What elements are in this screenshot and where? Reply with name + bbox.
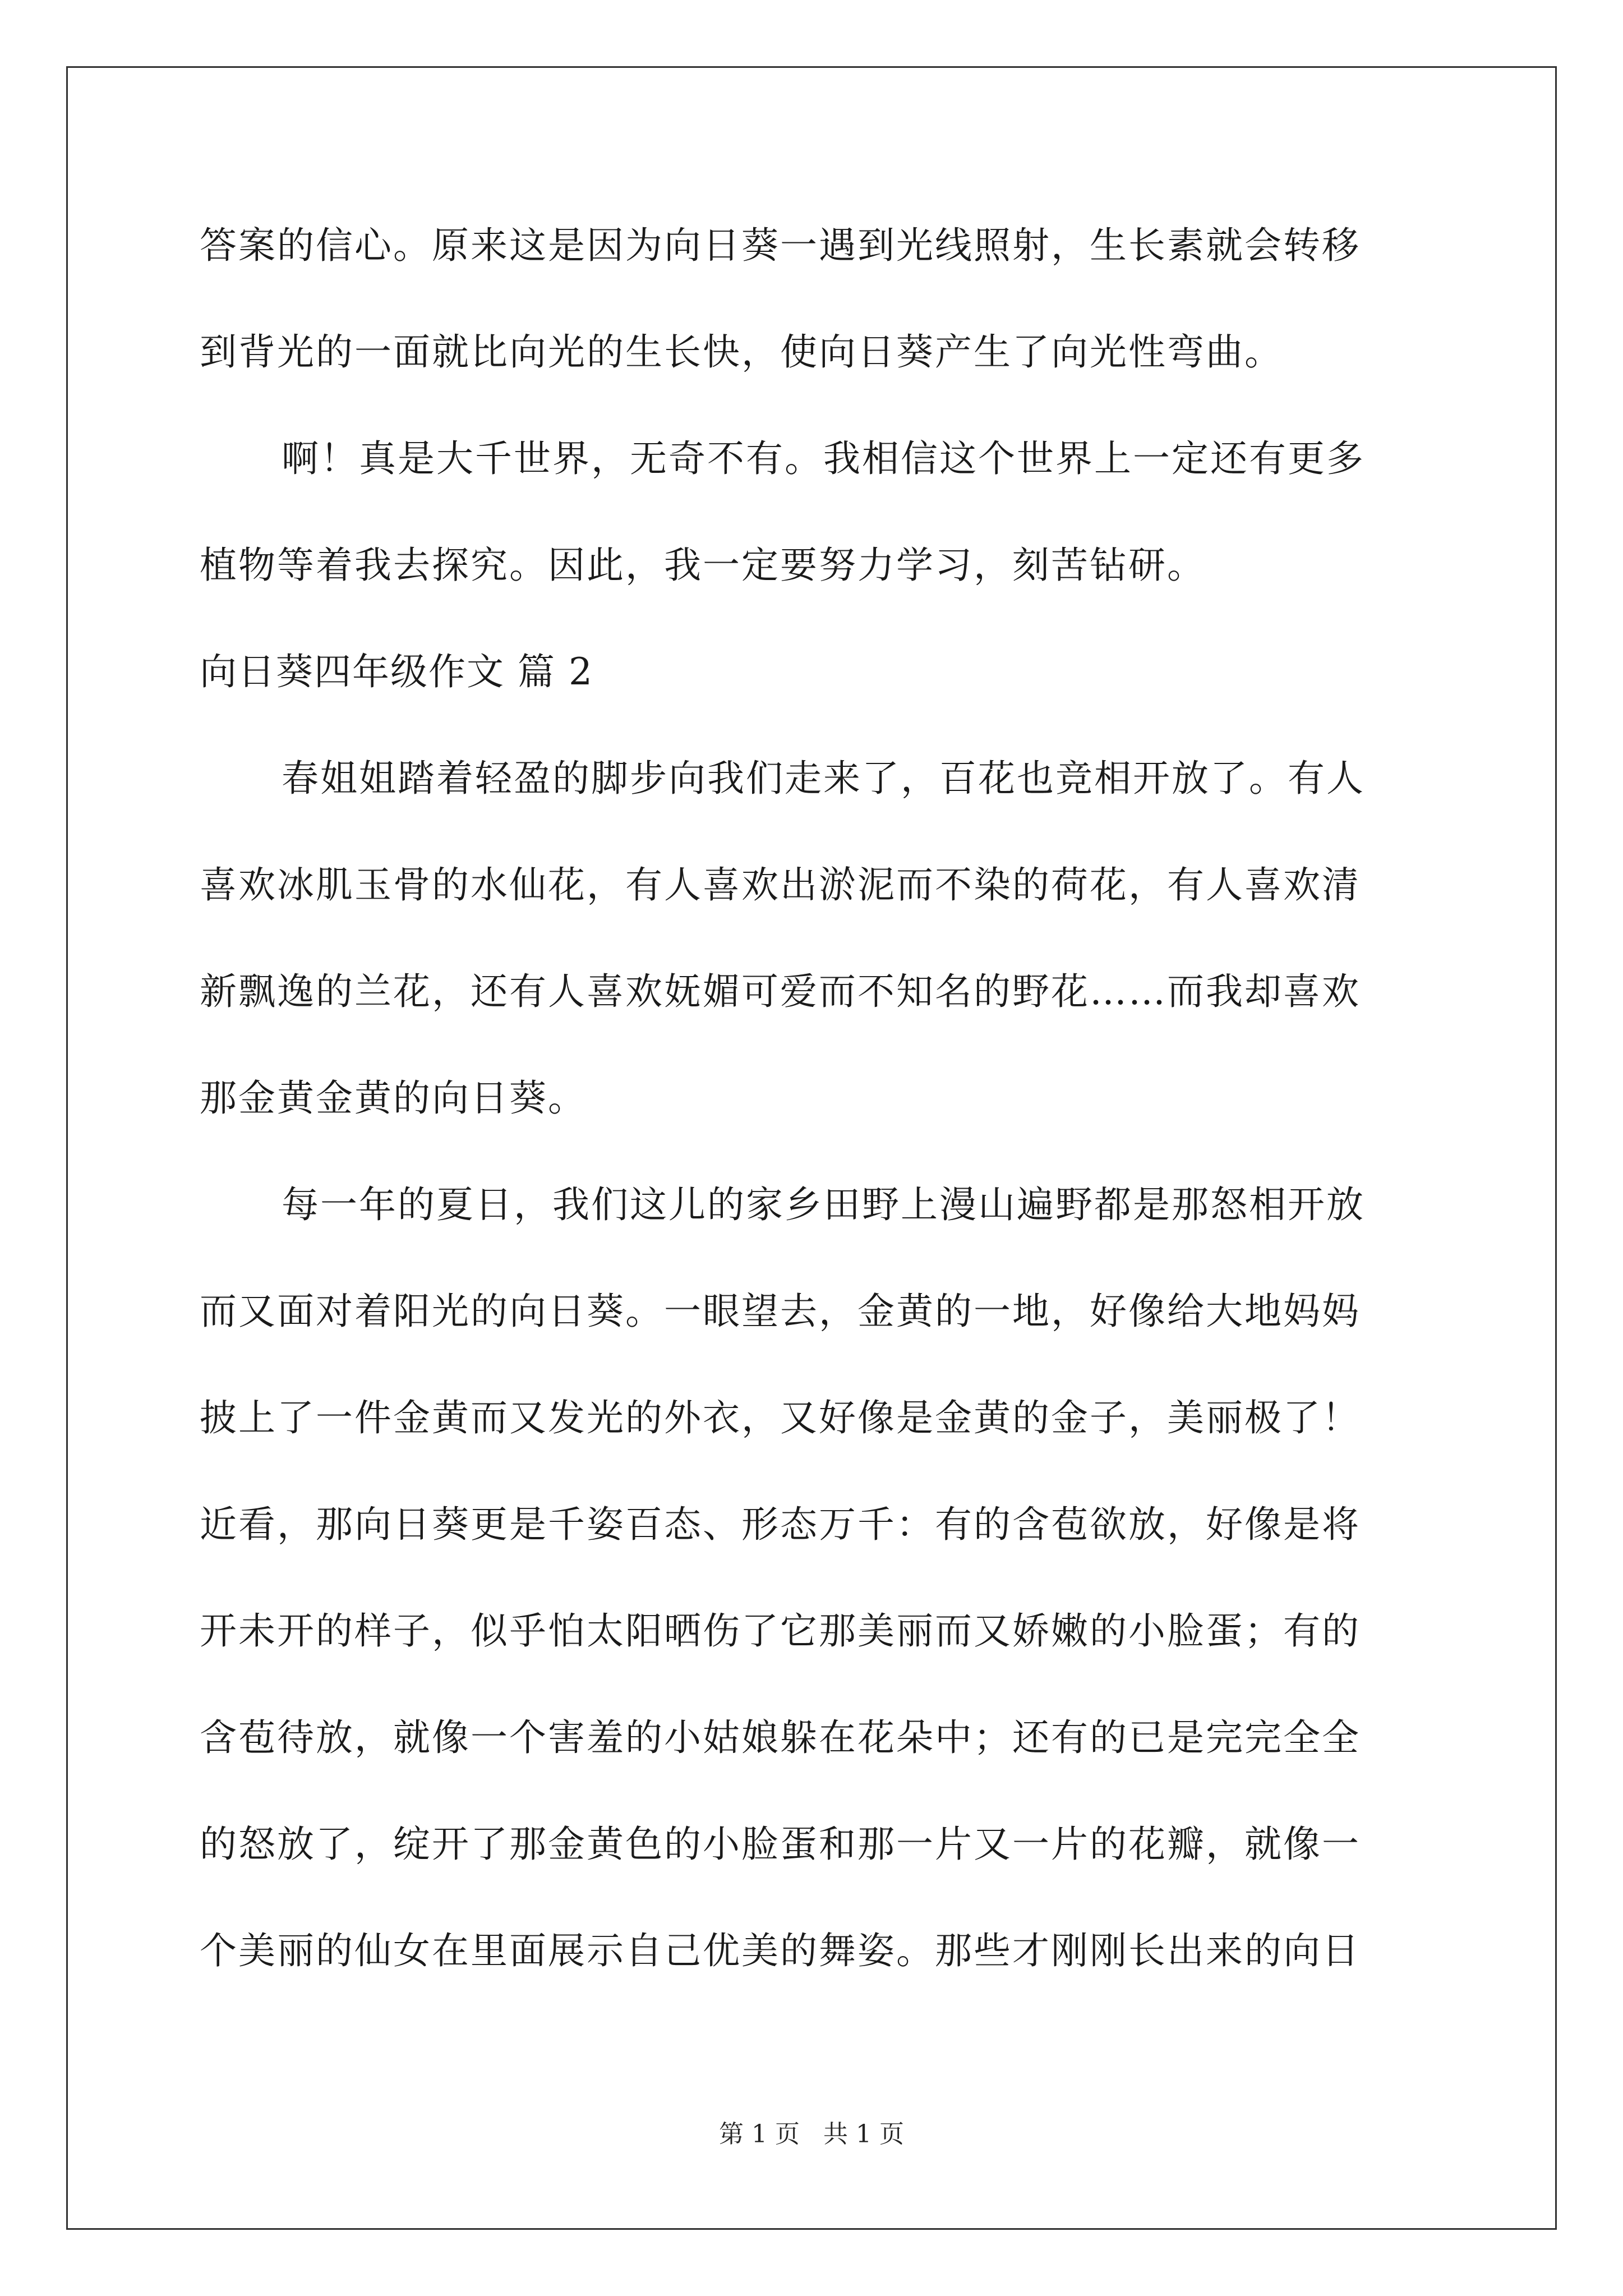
text-line-12: 披上了一件金黄而又发光的外衣，又好像是金黄的金子，美丽极了！ — [200, 1396, 1361, 1439]
text-line-8: 新飘逸的兰花，还有人喜欢妩媚可爱而不知名的野花……而我却喜欢 — [200, 970, 1361, 1013]
text-line-2: 到背光的一面就比向光的生长快，使向日葵产生了向光性弯曲。 — [200, 330, 1283, 374]
text-line-1: 答案的信心。原来这是因为向日葵一遇到光线照射，生长素就会转移 — [200, 224, 1361, 267]
text-line-7: 喜欢冰肌玉骨的水仙花，有人喜欢出淤泥而不染的荷花，有人喜欢清 — [200, 863, 1361, 907]
text-line-16: 的怒放了，绽开了那金黄色的小脸蛋和那一片又一片的花瓣，就像一 — [200, 1823, 1361, 1866]
text-line-13: 近看，那向日葵更是千姿百态、形态万千：有的含苞欲放，好像是将 — [200, 1503, 1361, 1546]
page-number: 第 1 页 — [719, 2120, 800, 2148]
text-line-14: 开未开的样子，似乎怕太阳晒伤了它那美丽而又娇嫩的小脸蛋；有的 — [200, 1609, 1361, 1653]
total-pages: 共 1 页 — [823, 2120, 904, 2148]
text-line-4: 植物等着我去探究。因此，我一定要努力学习，刻苦钻研。 — [200, 544, 1206, 587]
text-line-17: 个美丽的仙女在里面展示自己优美的舞姿。那些才刚刚长出来的向日 — [200, 1929, 1361, 1972]
text-line-10: 每一年的夏日，我们这儿的家乡田野上漫山遍野都是那怒相开放 — [282, 1183, 1365, 1226]
text-line-3: 啊！真是大千世界，无奇不有。我相信这个世界上一定还有更多 — [282, 437, 1365, 480]
text-line-6: 春姐姐踏着轻盈的脚步向我们走来了，百花也竞相开放了。有人 — [282, 757, 1365, 800]
document-body — [200, 213, 1428, 2025]
text-line-15: 含苞待放，就像一个害羞的小姑娘躲在花朵中；还有的已是完完全全 — [200, 1716, 1361, 1759]
text-line-11: 而又面对着阳光的向日葵。一眼望去，金黄的一地，好像给大地妈妈 — [200, 1290, 1361, 1333]
text-line-9: 那金黄金黄的向日葵。 — [200, 1076, 587, 1120]
section-heading: 向日葵四年级作文 篇 2 — [200, 650, 593, 693]
page-footer — [0, 2118, 1623, 2151]
